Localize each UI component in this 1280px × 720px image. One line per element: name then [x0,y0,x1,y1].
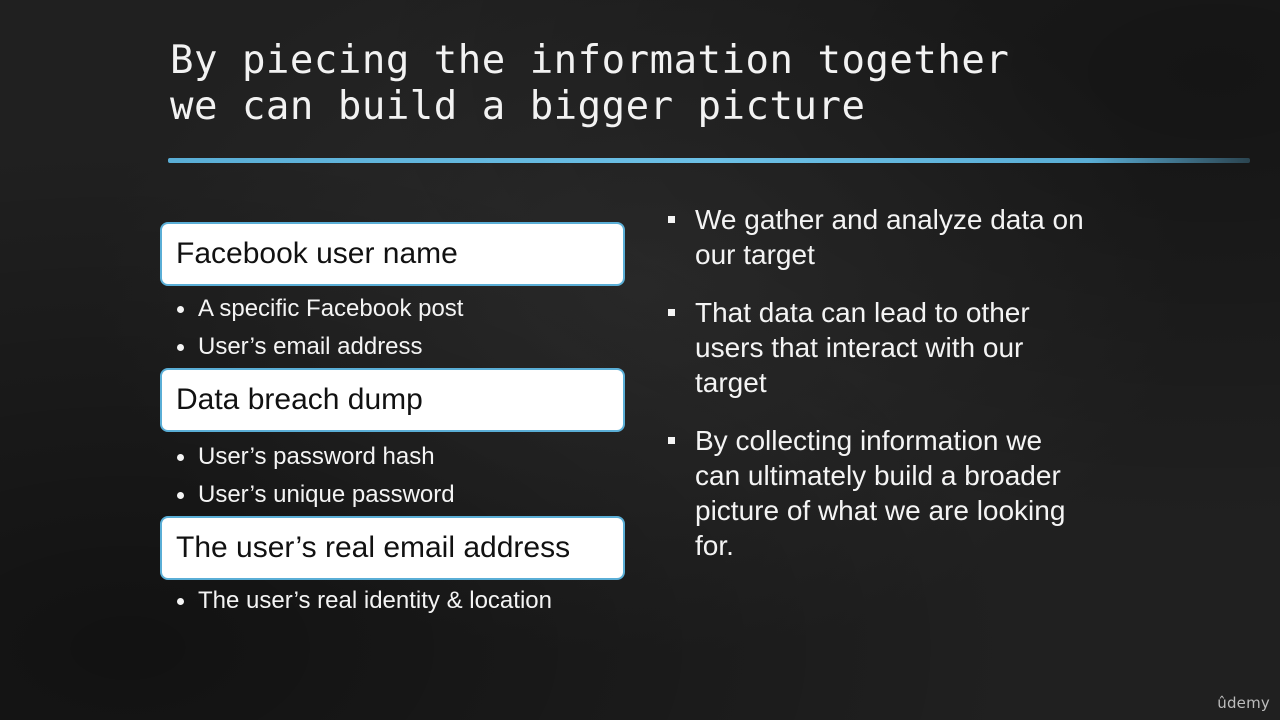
info-sublist [160,290,625,366]
info-group-facebook [160,222,625,366]
bullet-dot-icon [177,492,184,499]
square-bullet-icon [668,216,675,223]
right-bullet-line: By collecting information we [695,425,1043,456]
bullet-dot-icon [177,454,184,461]
right-bullet-line: target [695,367,767,398]
bullet-dot-icon [177,306,184,313]
title-underline [168,158,1250,163]
right-bullet [665,202,1125,272]
info-box-heading: Data breach dump [160,368,625,432]
bullet-dot-icon [177,344,184,351]
right-bullet-line: for. [695,530,734,561]
info-sublist [160,438,625,514]
square-bullet-icon [668,437,675,444]
right-bullet [665,295,1125,400]
slide-title-line-2: we can build a bigger picture [170,84,866,129]
right-bullet [665,423,1125,563]
udemy-watermark: ûdemy [1217,694,1270,712]
info-sublist-text: The user’s real identity & location [198,587,552,614]
right-bullet-line: That data can lead to other [695,297,1030,328]
info-sublist-text: A specific Facebook post [198,295,464,322]
slide-title-line-1: By piecing the information together [170,38,1010,83]
right-bullet-line: can ultimately build a broader [695,460,1061,491]
info-sublist-item [160,328,625,366]
right-bullet-line: picture of what we are looking [695,495,1066,526]
right-bullet-line: users that interact with our [695,332,1024,363]
left-column [160,222,625,620]
info-sublist-item [160,476,625,514]
right-column [665,202,1125,586]
info-sublist-item [160,290,625,328]
info-group-email [160,516,625,620]
info-sublist [160,582,625,620]
info-box-heading: Facebook user name [160,222,625,286]
info-box-heading: The user’s real email address [160,516,625,580]
info-sublist-item [160,438,625,476]
info-sublist-item [160,582,625,620]
info-group-breach [160,368,625,514]
info-sublist-text: User’s email address [198,333,423,360]
right-bullet-line: We gather and analyze data on [695,204,1084,235]
slide-title [170,38,1070,130]
info-sublist-text: User’s unique password [198,481,455,508]
bullet-dot-icon [177,598,184,605]
right-bullet-line: our target [695,239,815,270]
info-sublist-text: User’s password hash [198,443,435,470]
square-bullet-icon [668,309,675,316]
